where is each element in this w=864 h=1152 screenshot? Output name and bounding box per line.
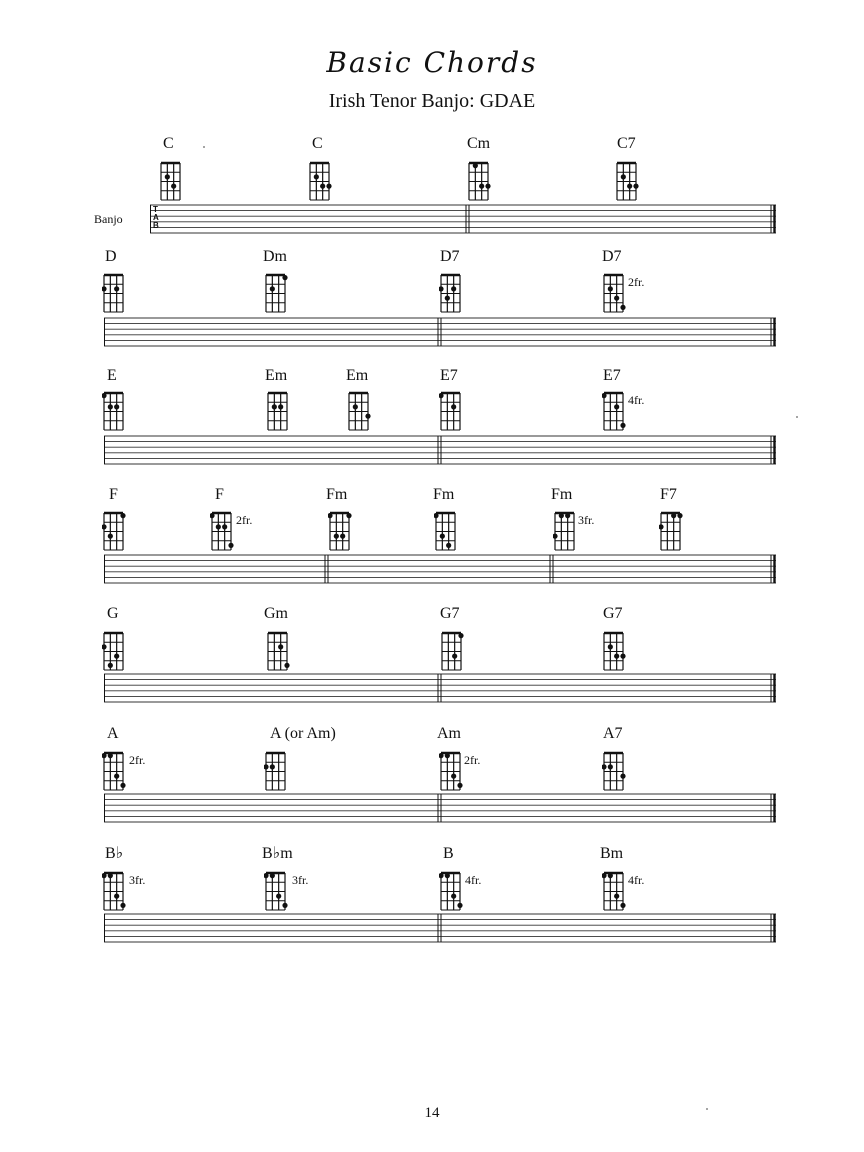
finger-dot: [114, 286, 119, 291]
instrument-label: Banjo: [94, 212, 123, 226]
finger-dot: [659, 524, 664, 529]
chord-diagram: [102, 750, 127, 796]
chord-name: C: [312, 135, 323, 152]
finger-dot: [620, 774, 625, 779]
finger-dot: [326, 184, 331, 189]
chord-diagram: [102, 272, 127, 318]
finger-dot: [114, 654, 119, 659]
chord-name: Dm: [263, 248, 287, 265]
finger-dot: [608, 286, 613, 291]
chord-diagram: [264, 272, 289, 318]
tab-staff: [104, 435, 778, 467]
chord-name: D: [105, 248, 117, 265]
fret-position-label: 2fr.: [236, 513, 253, 527]
tab-staff: [104, 673, 778, 705]
finger-dot: [677, 513, 682, 518]
fret-position-label: 4fr.: [628, 873, 645, 887]
finger-dot: [439, 286, 444, 291]
finger-dot: [451, 894, 456, 899]
fret-position-label: 3fr.: [292, 873, 309, 887]
finger-dot: [445, 296, 450, 301]
chord-diagram: [102, 510, 127, 556]
tab-staff: [104, 913, 778, 945]
chord-name: Fm: [326, 486, 348, 503]
finger-dot: [553, 534, 558, 539]
finger-dot: [120, 783, 125, 788]
chord-diagram: [102, 390, 127, 436]
finger-dot: [272, 404, 277, 409]
chord-diagram: [266, 630, 291, 676]
page-title: Basic Chords: [326, 46, 538, 79]
tab-clef-letter: B: [153, 221, 159, 230]
finger-dot: [108, 873, 113, 878]
finger-dot: [633, 184, 638, 189]
chord-diagram: [328, 510, 353, 556]
chord-name: Em: [346, 367, 369, 384]
fret-position-label: 4fr.: [628, 393, 645, 407]
finger-dot: [353, 404, 358, 409]
chord-name: F: [215, 486, 224, 503]
finger-dot: [340, 534, 345, 539]
tab-staff: [104, 554, 778, 586]
chord-name: E7: [603, 367, 621, 384]
finger-dot: [620, 423, 625, 428]
chord-name: Gm: [264, 605, 288, 622]
chord-name: Em: [265, 367, 288, 384]
chord-name: C7: [617, 135, 636, 152]
finger-dot: [365, 414, 370, 419]
finger-dot: [171, 184, 176, 189]
chord-diagram: [347, 390, 372, 436]
chord-name: A: [107, 725, 119, 742]
finger-dot: [479, 184, 484, 189]
finger-dot: [457, 783, 462, 788]
chord-diagram: [659, 510, 684, 556]
finger-dot: [565, 513, 570, 518]
finger-dot: [114, 894, 119, 899]
chord-diagram: [264, 870, 289, 916]
chord-diagram: [102, 870, 127, 916]
finger-dot: [216, 524, 221, 529]
tab-clef-letter: A: [153, 213, 159, 222]
finger-dot: [108, 663, 113, 668]
finger-dot: [270, 286, 275, 291]
finger-dot: [228, 543, 233, 548]
finger-dot: [334, 534, 339, 539]
chord-name: A (or Am): [270, 725, 336, 742]
finger-dot: [559, 513, 564, 518]
chord-diagram: [602, 630, 627, 676]
chord-diagram: [434, 510, 459, 556]
finger-dot: [264, 764, 269, 769]
finger-dot: [276, 894, 281, 899]
finger-dot: [485, 184, 490, 189]
page-subtitle: Irish Tenor Banjo: GDAE: [328, 90, 536, 112]
scan-speck: [203, 146, 205, 148]
chord-name: Bm: [600, 845, 624, 862]
finger-dot: [270, 764, 275, 769]
finger-dot: [165, 174, 170, 179]
chord-diagram: [602, 870, 627, 916]
fret-position-label: 2fr.: [628, 275, 645, 289]
finger-dot: [621, 174, 626, 179]
finger-dot: [102, 644, 107, 649]
finger-dot: [620, 305, 625, 310]
chord-name: Cm: [467, 135, 491, 152]
finger-dot: [320, 184, 325, 189]
finger-dot: [452, 654, 457, 659]
finger-dot: [451, 404, 456, 409]
chord-diagram: [439, 272, 464, 318]
chord-name: D7: [602, 248, 622, 265]
fret-position-label: 2fr.: [464, 753, 481, 767]
chord-name: G7: [603, 605, 623, 622]
chord-name: B♭: [105, 845, 124, 862]
page-number: 14: [424, 1105, 440, 1121]
finger-dot: [451, 774, 456, 779]
fret-position-label: 2fr.: [129, 753, 146, 767]
finger-dot: [614, 296, 619, 301]
chord-name: G: [107, 605, 119, 622]
chord-name: D7: [440, 248, 460, 265]
scan-speck: [796, 416, 798, 418]
finger-dot: [108, 404, 113, 409]
finger-dot: [620, 903, 625, 908]
chord-diagram: [210, 510, 235, 556]
scan-speck: [706, 1108, 708, 1110]
finger-dot: [284, 663, 289, 668]
finger-dot: [445, 873, 450, 878]
finger-dot: [446, 543, 451, 548]
finger-dot: [614, 654, 619, 659]
chord-diagram: [102, 630, 127, 676]
finger-dot: [608, 873, 613, 878]
chord-diagram: [439, 870, 464, 916]
chord-diagram: [602, 272, 627, 318]
chord-diagram: [615, 160, 640, 206]
finger-dot: [608, 764, 613, 769]
finger-dot: [314, 174, 319, 179]
tab-staff: [104, 793, 778, 825]
chord-diagram: [159, 160, 184, 206]
finger-dot: [108, 753, 113, 758]
finger-dot: [627, 184, 632, 189]
finger-dot: [270, 873, 275, 878]
chord-name: Am: [437, 725, 461, 742]
finger-dot: [608, 644, 613, 649]
finger-dot: [278, 644, 283, 649]
fret-position-label: 4fr.: [465, 873, 482, 887]
finger-dot: [440, 534, 445, 539]
chord-name: F7: [660, 486, 677, 503]
finger-dot: [620, 654, 625, 659]
finger-dot: [102, 524, 107, 529]
finger-dot: [614, 404, 619, 409]
finger-dot: [120, 513, 125, 518]
finger-dot: [671, 513, 676, 518]
chord-diagram: [440, 630, 465, 676]
tab-clef-letter: T: [153, 205, 158, 214]
finger-dot: [282, 903, 287, 908]
finger-dot: [602, 764, 607, 769]
chord-diagram: [266, 390, 291, 436]
finger-dot: [222, 524, 227, 529]
chord-diagram: [264, 750, 289, 796]
chord-name: A7: [603, 725, 623, 742]
chord-diagram: [439, 750, 464, 796]
finger-dot: [278, 404, 283, 409]
chord-name: B♭m: [262, 845, 293, 862]
chord-name: Fm: [551, 486, 573, 503]
fret-position-label: 3fr.: [129, 873, 146, 887]
tab-staff: [150, 204, 778, 236]
finger-dot: [445, 753, 450, 758]
finger-dot: [282, 275, 287, 280]
chord-diagram: [467, 160, 492, 206]
chord-name: E7: [440, 367, 458, 384]
fret-position-label: 3fr.: [578, 513, 595, 527]
finger-dot: [346, 513, 351, 518]
finger-dot: [473, 163, 478, 168]
finger-dot: [451, 286, 456, 291]
chord-diagram: [439, 390, 464, 436]
tab-staff: [104, 317, 778, 349]
finger-dot: [614, 894, 619, 899]
finger-dot: [108, 534, 113, 539]
chord-name: F: [109, 486, 118, 503]
finger-dot: [120, 903, 125, 908]
chord-name: G7: [440, 605, 460, 622]
chord-diagram: [602, 390, 627, 436]
chord-name: E: [107, 367, 117, 384]
chord-name: C: [163, 135, 174, 152]
chord-name: Fm: [433, 486, 455, 503]
finger-dot: [102, 286, 107, 291]
chord-diagram: [308, 160, 333, 206]
finger-dot: [114, 404, 119, 409]
finger-dot: [457, 903, 462, 908]
chord-diagram: [602, 750, 627, 796]
chord-name: B: [443, 845, 454, 862]
finger-dot: [114, 774, 119, 779]
chord-diagram: [553, 510, 578, 556]
finger-dot: [458, 633, 463, 638]
